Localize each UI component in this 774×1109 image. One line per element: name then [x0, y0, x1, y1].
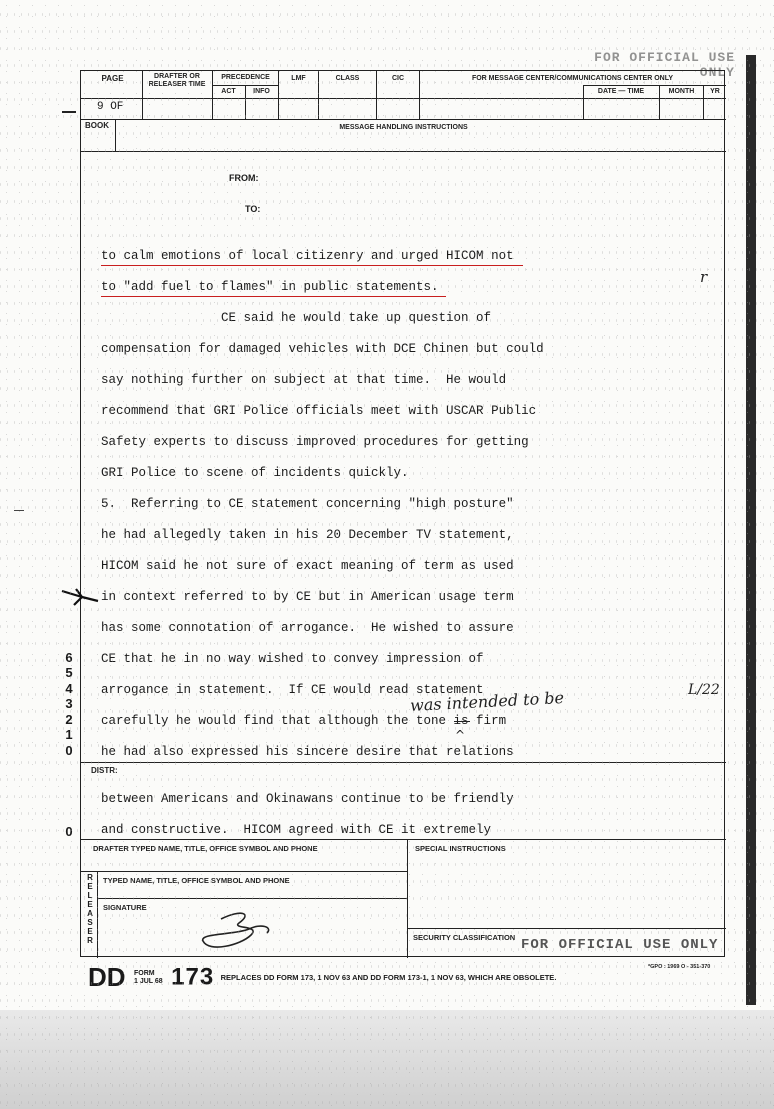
- releaser-letter: L: [87, 891, 93, 900]
- body-line: between Americans and Okinawans continue to be friendly: [101, 792, 514, 806]
- lmf-label: LMF: [291, 75, 306, 82]
- strikethrough-mark: [454, 721, 470, 722]
- security-classification-stamp: FOR OFFICIAL USE ONLY: [521, 937, 719, 953]
- signature-label: SIGNATURE: [103, 903, 147, 912]
- margin-number: 0: [65, 824, 73, 839]
- releaser-letter: E: [87, 927, 93, 936]
- precedence-label: PRECEDENCE: [221, 74, 270, 81]
- releaser-letter: R: [87, 873, 93, 882]
- margin-number: 3: [65, 696, 73, 711]
- releaser-letter: R: [87, 936, 93, 945]
- body-line: recommend that GRI Police officials meet with USCAR Public: [101, 404, 537, 418]
- page-number: 9 OF: [97, 101, 124, 113]
- distr-label: DISTR:: [91, 766, 118, 775]
- margin-number: 2: [65, 712, 73, 727]
- margin-number: 0: [65, 743, 73, 758]
- replaces-text: REPLACES DD FORM 173, 1 NOV 63 AND DD FORM 173-1, 1 NOV 63, WHICH ARE OBSOLETE.: [220, 973, 557, 982]
- form-date: 1 JUL 68: [134, 977, 163, 985]
- form-label: FORM: [134, 969, 155, 977]
- body-line: he had allegedly taken in his 20 December TV statement,: [101, 528, 514, 542]
- handwritten-insert: was intended to be: [409, 687, 565, 716]
- body-line: GRI Police to scene of incidents quickly.: [101, 466, 409, 480]
- handling-bottom-line: [81, 151, 726, 152]
- message-center-label: FOR MESSAGE CENTER/COMMUNICATIONS CENTER ONLY: [471, 75, 674, 82]
- caret-mark: ^: [455, 728, 466, 742]
- margin-number: 5: [65, 665, 73, 680]
- releaser-letter: E: [87, 882, 93, 891]
- drafter-typed-name-label: DRAFTER TYPED NAME, TITLE, OFFICE SYMBOL AND PHONE: [93, 844, 318, 853]
- body-line: CE that he in no way wished to convey impression of: [101, 652, 484, 666]
- body-line: arrogance in statement. If CE would read statement: [101, 683, 484, 697]
- releaser-letter: A: [87, 909, 93, 918]
- special-instructions-label: SPECIAL INSTRUCTIONS: [415, 844, 506, 853]
- typed-name-label: TYPED NAME, TITLE, OFFICE SYMBOL AND PHONE: [103, 876, 290, 885]
- month-label: MONTH: [668, 88, 695, 95]
- page-bottom-shadow: [0, 1010, 774, 1109]
- body-line: to calm emotions of local citizenry and urged HICOM not: [101, 249, 514, 263]
- yr-label: YR: [710, 88, 720, 95]
- form-number: 173: [171, 963, 215, 991]
- date-time-label: DATE — TIME: [597, 88, 645, 95]
- page-label: PAGE: [101, 74, 124, 83]
- distr-divider: [81, 762, 726, 763]
- cic-label: CIC: [391, 75, 405, 82]
- class-label: CLASS: [335, 75, 360, 82]
- margin-mark: L/22: [688, 682, 720, 698]
- security-classification-label: SECURITY CLASSIFICATION: [413, 933, 516, 942]
- releaser-letter: S: [87, 918, 93, 927]
- margin-number: 1: [65, 727, 73, 742]
- red-underline: [101, 296, 446, 297]
- signature-scribble: [191, 907, 281, 957]
- classification-stamp-top: FOR OFFICIAL USE ONLY: [594, 50, 735, 80]
- to-label: TO:: [245, 204, 261, 214]
- body-line: CE said he would take up question of: [101, 311, 492, 325]
- body-line: compensation for damaged vehicles with DCE Chinen but could: [101, 342, 544, 356]
- body-line: HICOM said he not sure of exact meaning of term as used: [101, 559, 514, 573]
- body-line: say nothing further on subject at that time. He would: [101, 373, 507, 387]
- body-line: to "add fuel to flames" in public statements.: [101, 280, 439, 294]
- from-label: FROM:: [229, 173, 259, 183]
- book-label: BOOK: [85, 121, 109, 130]
- handling-instructions-label: MESSAGE HANDLING INSTRUCTIONS: [339, 124, 468, 131]
- releaser-letter: E: [87, 900, 93, 909]
- body-line: Safety experts to discuss improved procedures for getting: [101, 435, 529, 449]
- header-bottom-line: [81, 119, 726, 120]
- tick-mark: [14, 510, 24, 511]
- margin-number: 6: [65, 650, 73, 665]
- scan-edge: [746, 55, 756, 1005]
- body-line: and constructive. HICOM agreed with CE it extremely: [101, 823, 492, 837]
- drafter-time-label: DRAFTER OR RELEASER TIME: [148, 73, 206, 88]
- footer-top-line: [81, 839, 726, 840]
- header-divider: [81, 98, 726, 99]
- body-line: in context referred to by CE but in American usage term: [101, 590, 514, 604]
- form-footer: [88, 962, 556, 993]
- body-line: he had also expressed his sincere desire that relations: [101, 745, 514, 759]
- dd-label: DD: [88, 962, 126, 992]
- margin-number: 4: [65, 681, 73, 696]
- red-underline: [101, 265, 523, 266]
- tick-mark: [62, 111, 76, 113]
- arrow-mark-icon: [60, 585, 100, 611]
- act-label: ACT: [221, 88, 236, 95]
- body-line: 5. Referring to CE statement concerning "high posture": [101, 497, 514, 511]
- gpo-text: *GPO : 1969 O - 351-370: [648, 964, 711, 970]
- body-line: carefully he would find that although the tone is firm: [101, 714, 507, 728]
- info-label: INFO: [253, 88, 270, 95]
- body-line: has some connotation of arrogance. He wished to assure: [101, 621, 514, 635]
- corner-mark: r: [700, 268, 708, 286]
